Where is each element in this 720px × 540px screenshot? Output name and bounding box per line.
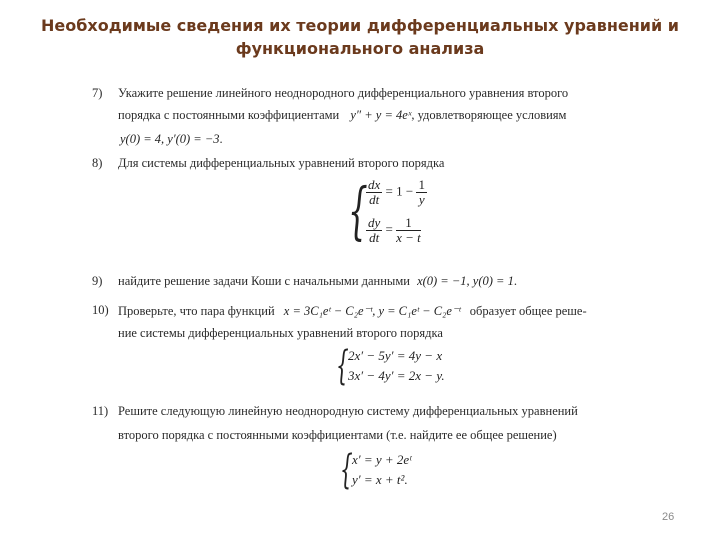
- item-10-functions: x = 3C₁eᵗ − C₂e⁻ᵗ, y = C₁eᵗ − C₂e⁻ᵗ: [283, 304, 461, 318]
- item-9-number: 9): [92, 274, 103, 288]
- item-9-conditions: x(0) = −1, y(0) = 1: [417, 274, 514, 288]
- item-7-conditions: y(0) = 4, y′(0) = −3: [120, 132, 220, 146]
- eq2-lhs-den: dt: [369, 230, 380, 245]
- item-10-number: 10): [92, 303, 109, 317]
- item-9-period: .: [513, 274, 517, 288]
- item-8-eq-1: [366, 178, 427, 207]
- item-10-text-2: образует общее реше-: [469, 304, 587, 318]
- item-11-eq-2: y′ = x + t².: [352, 472, 408, 487]
- item-7-period: .: [219, 132, 223, 146]
- item-11-number: 11): [92, 404, 109, 418]
- item-11-brace: {: [340, 447, 353, 493]
- eq1-mid: = 1 −: [385, 183, 414, 199]
- eq2-mid: =: [385, 221, 393, 237]
- item-10-brace: {: [336, 343, 349, 389]
- item-11-line-2: второго порядка с постоянными коэффициентами (т.е. найдите ее общее решение): [118, 428, 557, 442]
- item-7-line-2: [118, 108, 566, 123]
- eq1-lhs-num: dx: [368, 177, 381, 192]
- item-9-line: [118, 274, 517, 289]
- eq1-rhs-den: y: [418, 192, 425, 207]
- eq1-lhs-den: dt: [369, 192, 380, 207]
- eq2-lhs-num: dy: [368, 215, 381, 230]
- page-number: 26: [662, 511, 675, 523]
- item-10-line-1: [118, 303, 587, 319]
- item-10-line-2: ние системы дифференциальных уравнений второго порядка: [118, 326, 443, 340]
- item-11-line-1: Решите следующую линейную неоднородную систему дифференциальных уравнений: [118, 404, 578, 418]
- eq2-rhs-num: 1: [396, 216, 421, 231]
- item-11-eq-1: x′ = y + 2eᵗ: [352, 452, 412, 467]
- item-7-text: порядка с постоянными коэффициентами: [118, 108, 340, 122]
- item-10-eq-2: 3x′ − 4y′ = 2x − y.: [348, 368, 445, 383]
- item-7-line-3: [120, 132, 223, 147]
- item-8-text: Для системы дифференциальных уравнений второго порядка: [118, 156, 445, 170]
- item-7-line-1: Укажите решение линейного неоднородного дифференциального уравнения второго: [118, 86, 569, 100]
- item-8-number: 8): [92, 156, 103, 170]
- item-7-number: 7): [92, 86, 103, 100]
- item-10-text-1: Проверьте, что пара функций: [118, 304, 275, 318]
- item-8-eq-2: [366, 216, 421, 245]
- eq2-rhs-den: x − t: [396, 230, 421, 245]
- item-7-text-tail: , удовлетворяющее условиям: [411, 108, 567, 122]
- eq1-rhs-num: 1: [418, 177, 425, 192]
- item-10-eq-1: 2x′ − 5y′ = 4y − x: [348, 348, 443, 363]
- item-9-text: найдите решение задачи Коши с начальными данными: [118, 274, 410, 288]
- slide-title: Необходимые сведения их теории дифференциальных уравнений и функционального анализа: [40, 16, 679, 58]
- item-8-brace: {: [348, 174, 368, 247]
- item-7-equation: y″ + y = 4eˣ: [350, 108, 412, 122]
